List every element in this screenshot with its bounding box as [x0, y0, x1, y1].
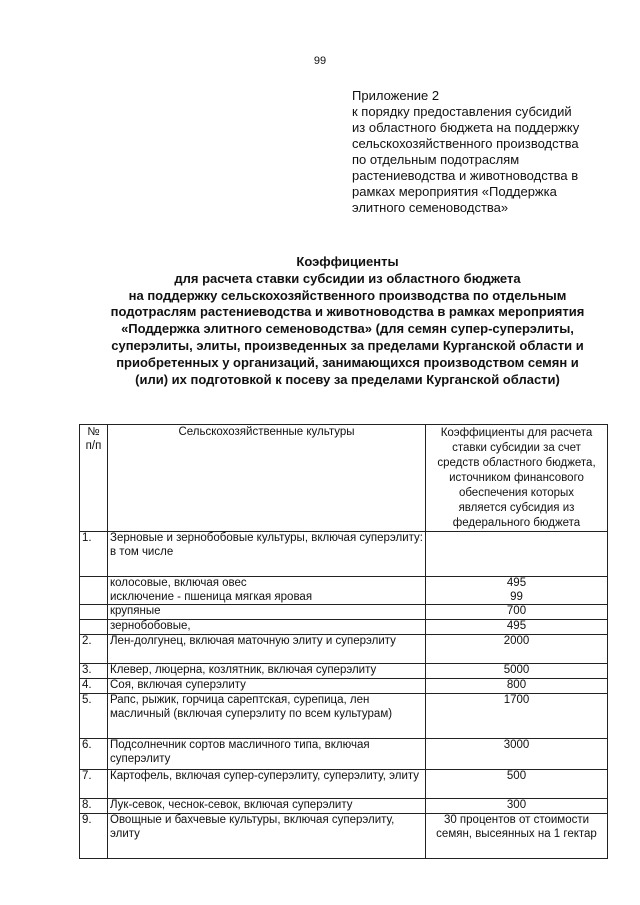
row-crop-text: колосовые, включая овес: [110, 577, 247, 589]
row-crop: Картофель, включая супер-суперэлиту, суперэлиту, элиту: [108, 770, 426, 799]
table-row: [80, 799, 608, 814]
row-value: 700: [426, 605, 608, 620]
row-crop: зернобобовые,: [108, 620, 426, 635]
row-number: 4.: [80, 679, 108, 694]
row-crop: Подсолнечник сортов масличного типа, включая суперэлиту: [108, 739, 426, 770]
header-crops: Сельскохозяйственные культуры: [108, 425, 426, 532]
row-value: 3000: [426, 739, 608, 770]
row-value-line: 495: [506, 577, 527, 589]
table-row: [80, 664, 608, 679]
table-row: [80, 635, 608, 664]
page-number: 99: [313, 55, 327, 67]
header-coefficients: Коэффициенты для расчета ставки субсидии за счет средств областного бюджета, источником финансового обеспечения которых является субсидия из федерального бюджета: [426, 425, 608, 532]
row-value: 800: [426, 679, 608, 694]
row-crop-text: Зерновые и зернобобовые культуры, включая суперэлиту:: [110, 532, 423, 544]
row-number: [80, 620, 108, 635]
header-number: № п/п: [80, 425, 108, 532]
row-number: 9.: [80, 814, 108, 859]
row-number: 6.: [80, 739, 108, 770]
row-value: 5000: [426, 664, 608, 679]
row-value: 300: [426, 799, 608, 814]
row-crop: [108, 577, 426, 605]
row-value: 2000: [426, 635, 608, 664]
row-value: [426, 532, 608, 577]
row-crop: Овощные и бахчевые культуры, включая суперэлиту, элиту: [108, 814, 426, 859]
table-row: [80, 532, 608, 577]
row-crop: Лен-долгунец, включая маточную элиту и суперэлиту: [108, 635, 426, 664]
row-number: 8.: [80, 799, 108, 814]
row-crop-subtext: в том числе: [110, 545, 174, 558]
appendix-body: к порядку предоставления субсидий из областного бюджета на поддержку сельскохозяйственного производства по отдельным подотраслям растениеводства и животноводства в рамках мероприятия «Поддержка элитного семеноводства»: [352, 104, 580, 215]
table-row: [80, 739, 608, 770]
row-number: [80, 605, 108, 620]
row-crop: крупяные: [108, 605, 426, 620]
table-header-row: [80, 425, 608, 532]
row-number: [80, 577, 108, 605]
row-crop-subtext: исключение - пшеница мягкая яровая: [110, 590, 313, 603]
row-number: 5.: [80, 694, 108, 739]
row-crop: [108, 532, 426, 577]
row-value: 1700: [426, 694, 608, 739]
table-row: [80, 679, 608, 694]
row-number: 1.: [80, 532, 108, 577]
row-crop: Клевер, люцерна, козлятник, включая суперэлиту: [108, 664, 426, 679]
coefficients-table: [79, 424, 608, 859]
row-crop: Рапс, рыжик, горчица сарептская, сурепица, лен масличный (включая суперэлиту по всем культурам): [108, 694, 426, 739]
table-row: [80, 620, 608, 635]
row-number: 3.: [80, 664, 108, 679]
row-crop: Лук-севок, чеснок-севок, включая суперэлиту: [108, 799, 426, 814]
row-value: 495: [426, 620, 608, 635]
table-row: [80, 577, 608, 605]
table-row: [80, 605, 608, 620]
row-value: [426, 577, 608, 605]
row-number: 2.: [80, 635, 108, 664]
row-number: 7.: [80, 770, 108, 799]
document-title: Коэффициенты для расчета ставки субсидии из областного бюджета на поддержку сельскохозяйственного производства по отдельным подотраслям растениеводства и животноводства в рамках мероприятия «Поддержка элитного семеноводства» (для семян супер-суперэлиты, суперэлиты, элиты, произведенных за пределами Курганской области и приобретенных у организаций, занимающихся производством семян и (или) их подготовкой к посеву за пределами Курганской области): [110, 254, 585, 387]
row-value: 500: [426, 770, 608, 799]
row-crop: Соя, включая суперэлиту: [108, 679, 426, 694]
row-value-line: 99: [510, 590, 523, 603]
appendix-block: [352, 88, 622, 216]
appendix-title: Приложение 2: [352, 88, 440, 103]
table-row: [80, 694, 608, 739]
table-row: [80, 814, 608, 859]
table-row: [80, 770, 608, 799]
row-value: 30 процентов от стоимости семян, высеянных на 1 гектар: [426, 814, 608, 859]
